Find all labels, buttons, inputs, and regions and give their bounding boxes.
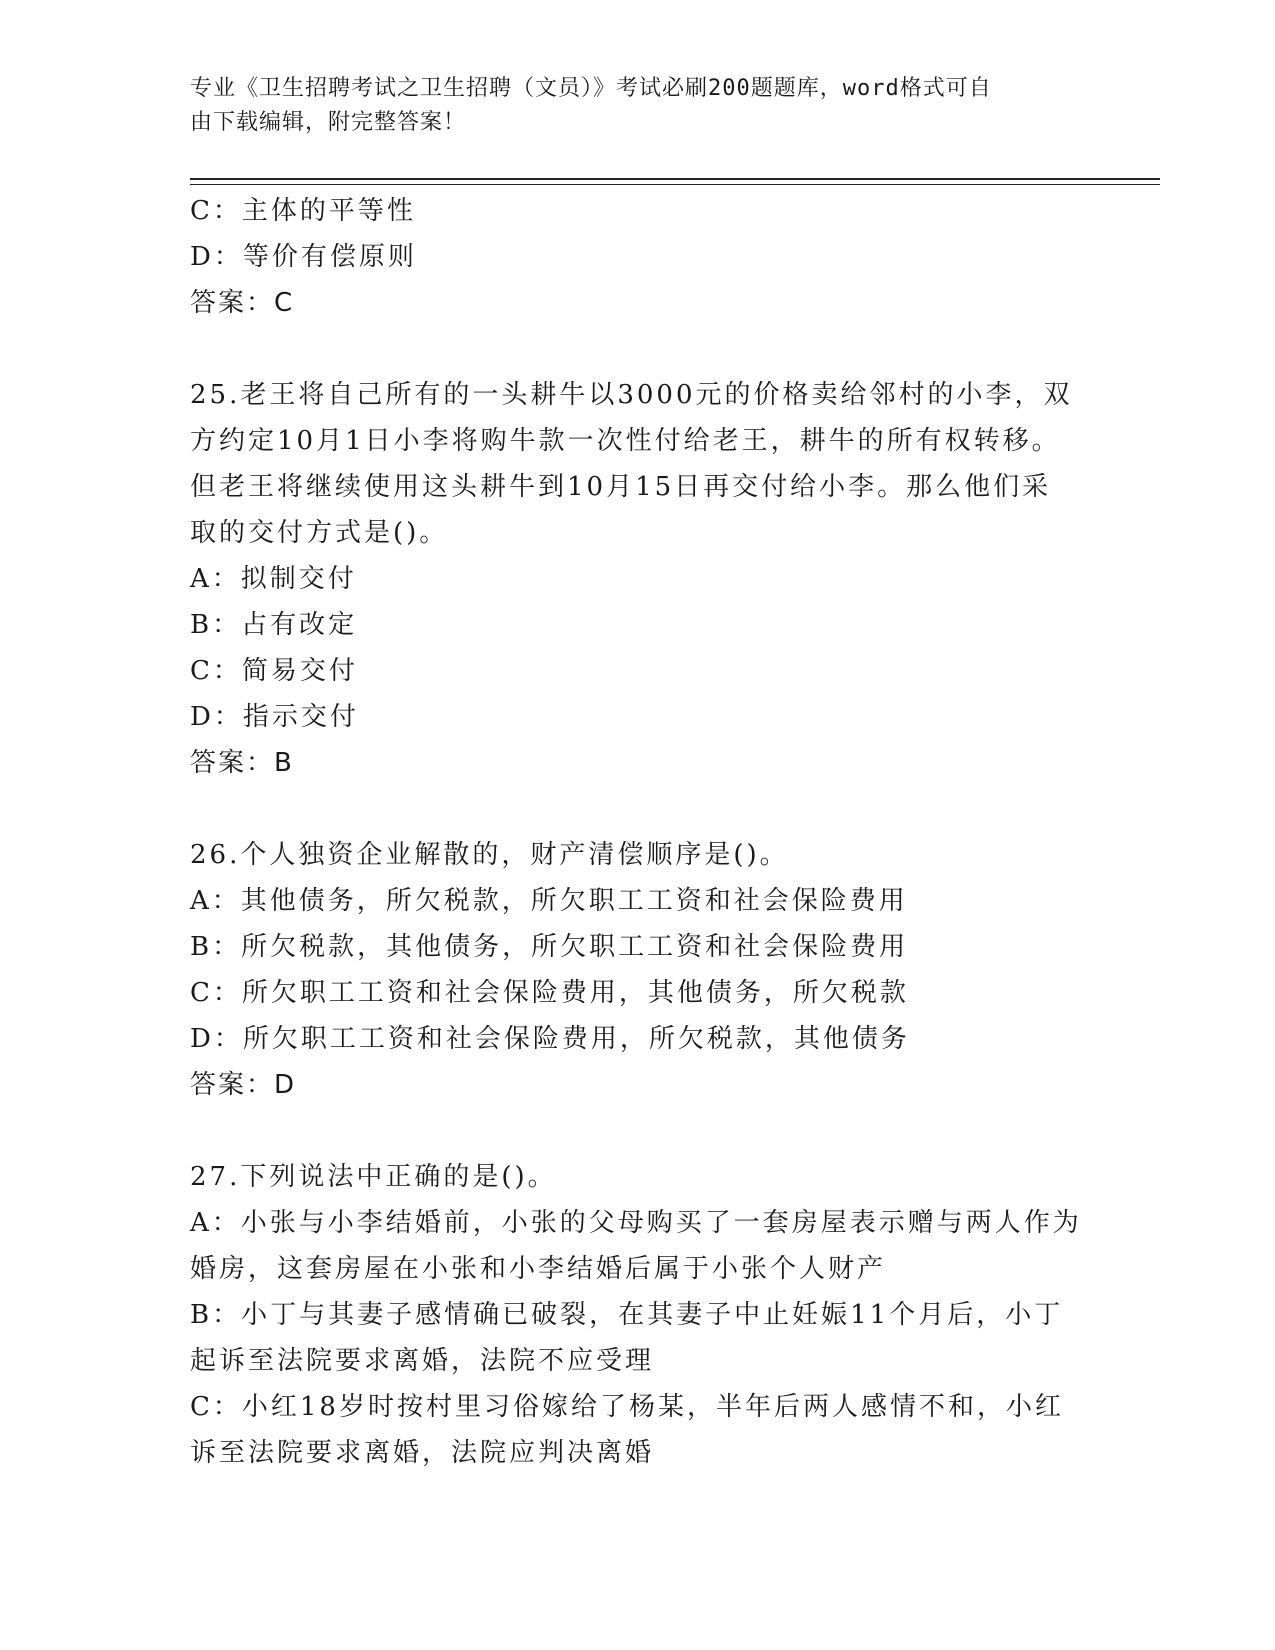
q26-option-b: B：所欠税款，其他债务，所欠职工工资和社会保险费用 xyxy=(190,932,909,962)
header-divider-thick xyxy=(190,178,1160,180)
spacer xyxy=(190,1108,1090,1154)
question-26-block xyxy=(190,832,1090,1108)
q27-option-b-line-1: B：小丁与其妻子感情确已破裂，在其妻子中止妊娠11个月后，小丁 xyxy=(190,1300,1064,1330)
question-27-block xyxy=(190,1154,1090,1476)
q26-answer: 答案：D xyxy=(190,1070,297,1100)
q25-stem-line-3: 但老王将继续使用这头耕牛到10月15日再交付给小李。那么他们采 xyxy=(190,472,1052,502)
q27-option-a-line-1: A：小张与小李结婚前，小张的父母购买了一套房屋表示赠与两人作为 xyxy=(190,1208,1082,1238)
q25-option-b: B：占有改定 xyxy=(190,610,358,640)
question-24-block xyxy=(190,188,1090,326)
document-header xyxy=(190,72,1070,140)
q27-option-a-line-2: 婚房，这套房屋在小张和小李结婚后属于小张个人财产 xyxy=(190,1254,887,1284)
q24-answer: 答案：C xyxy=(190,288,295,318)
q27-option-c-line-2: 诉至法院要求离婚，法院应判决离婚 xyxy=(190,1438,655,1468)
q25-answer: 答案：B xyxy=(190,748,294,778)
spacer xyxy=(190,326,1090,372)
q26-option-d: D：所欠职工工资和社会保险费用，所欠税款，其他债务 xyxy=(190,1024,910,1054)
question-25-block xyxy=(190,372,1090,786)
q27-option-c-line-1: C：小红18岁时按村里习俗嫁给了杨某，半年后两人感情不和，小红 xyxy=(190,1392,1064,1422)
q26-stem: 26.个人独资企业解散的，财产清偿顺序是()。 xyxy=(190,840,789,870)
q25-option-c: C：简易交付 xyxy=(190,656,358,686)
spacer xyxy=(190,786,1090,832)
header-line-2: 由下载编辑，附完整答案！ xyxy=(190,110,467,135)
question-content xyxy=(190,188,1090,1476)
q25-stem-line-1: 25.老王将自己所有的一头耕牛以3000元的价格卖给邻村的小李，双 xyxy=(190,380,1073,410)
q25-stem-line-4: 取的交付方式是()。 xyxy=(190,518,449,548)
header-line-1: 专业《卫生招聘考试之卫生招聘（文员）》考试必刷200题题库，word格式可自 xyxy=(190,76,992,101)
q26-option-a: A：其他债务，所欠税款，所欠职工工资和社会保险费用 xyxy=(190,886,908,916)
q27-stem: 27.下列说法中正确的是()。 xyxy=(190,1162,557,1192)
q24-option-d: D：等价有偿原则 xyxy=(190,242,417,272)
q24-option-c: C：主体的平等性 xyxy=(190,196,416,226)
q26-option-c: C：所欠职工工资和社会保险费用，其他债务，所欠税款 xyxy=(190,978,909,1008)
q27-option-b-line-2: 起诉至法院要求离婚，法院不应受理 xyxy=(190,1346,655,1376)
q25-option-d: D：指示交付 xyxy=(190,702,359,732)
header-divider-thin xyxy=(190,184,1160,185)
q25-stem-line-2: 方约定10月1日小李将购牛款一次性付给老王，耕牛的所有权转移。 xyxy=(190,426,1061,456)
q25-option-a: A：拟制交付 xyxy=(190,564,357,594)
